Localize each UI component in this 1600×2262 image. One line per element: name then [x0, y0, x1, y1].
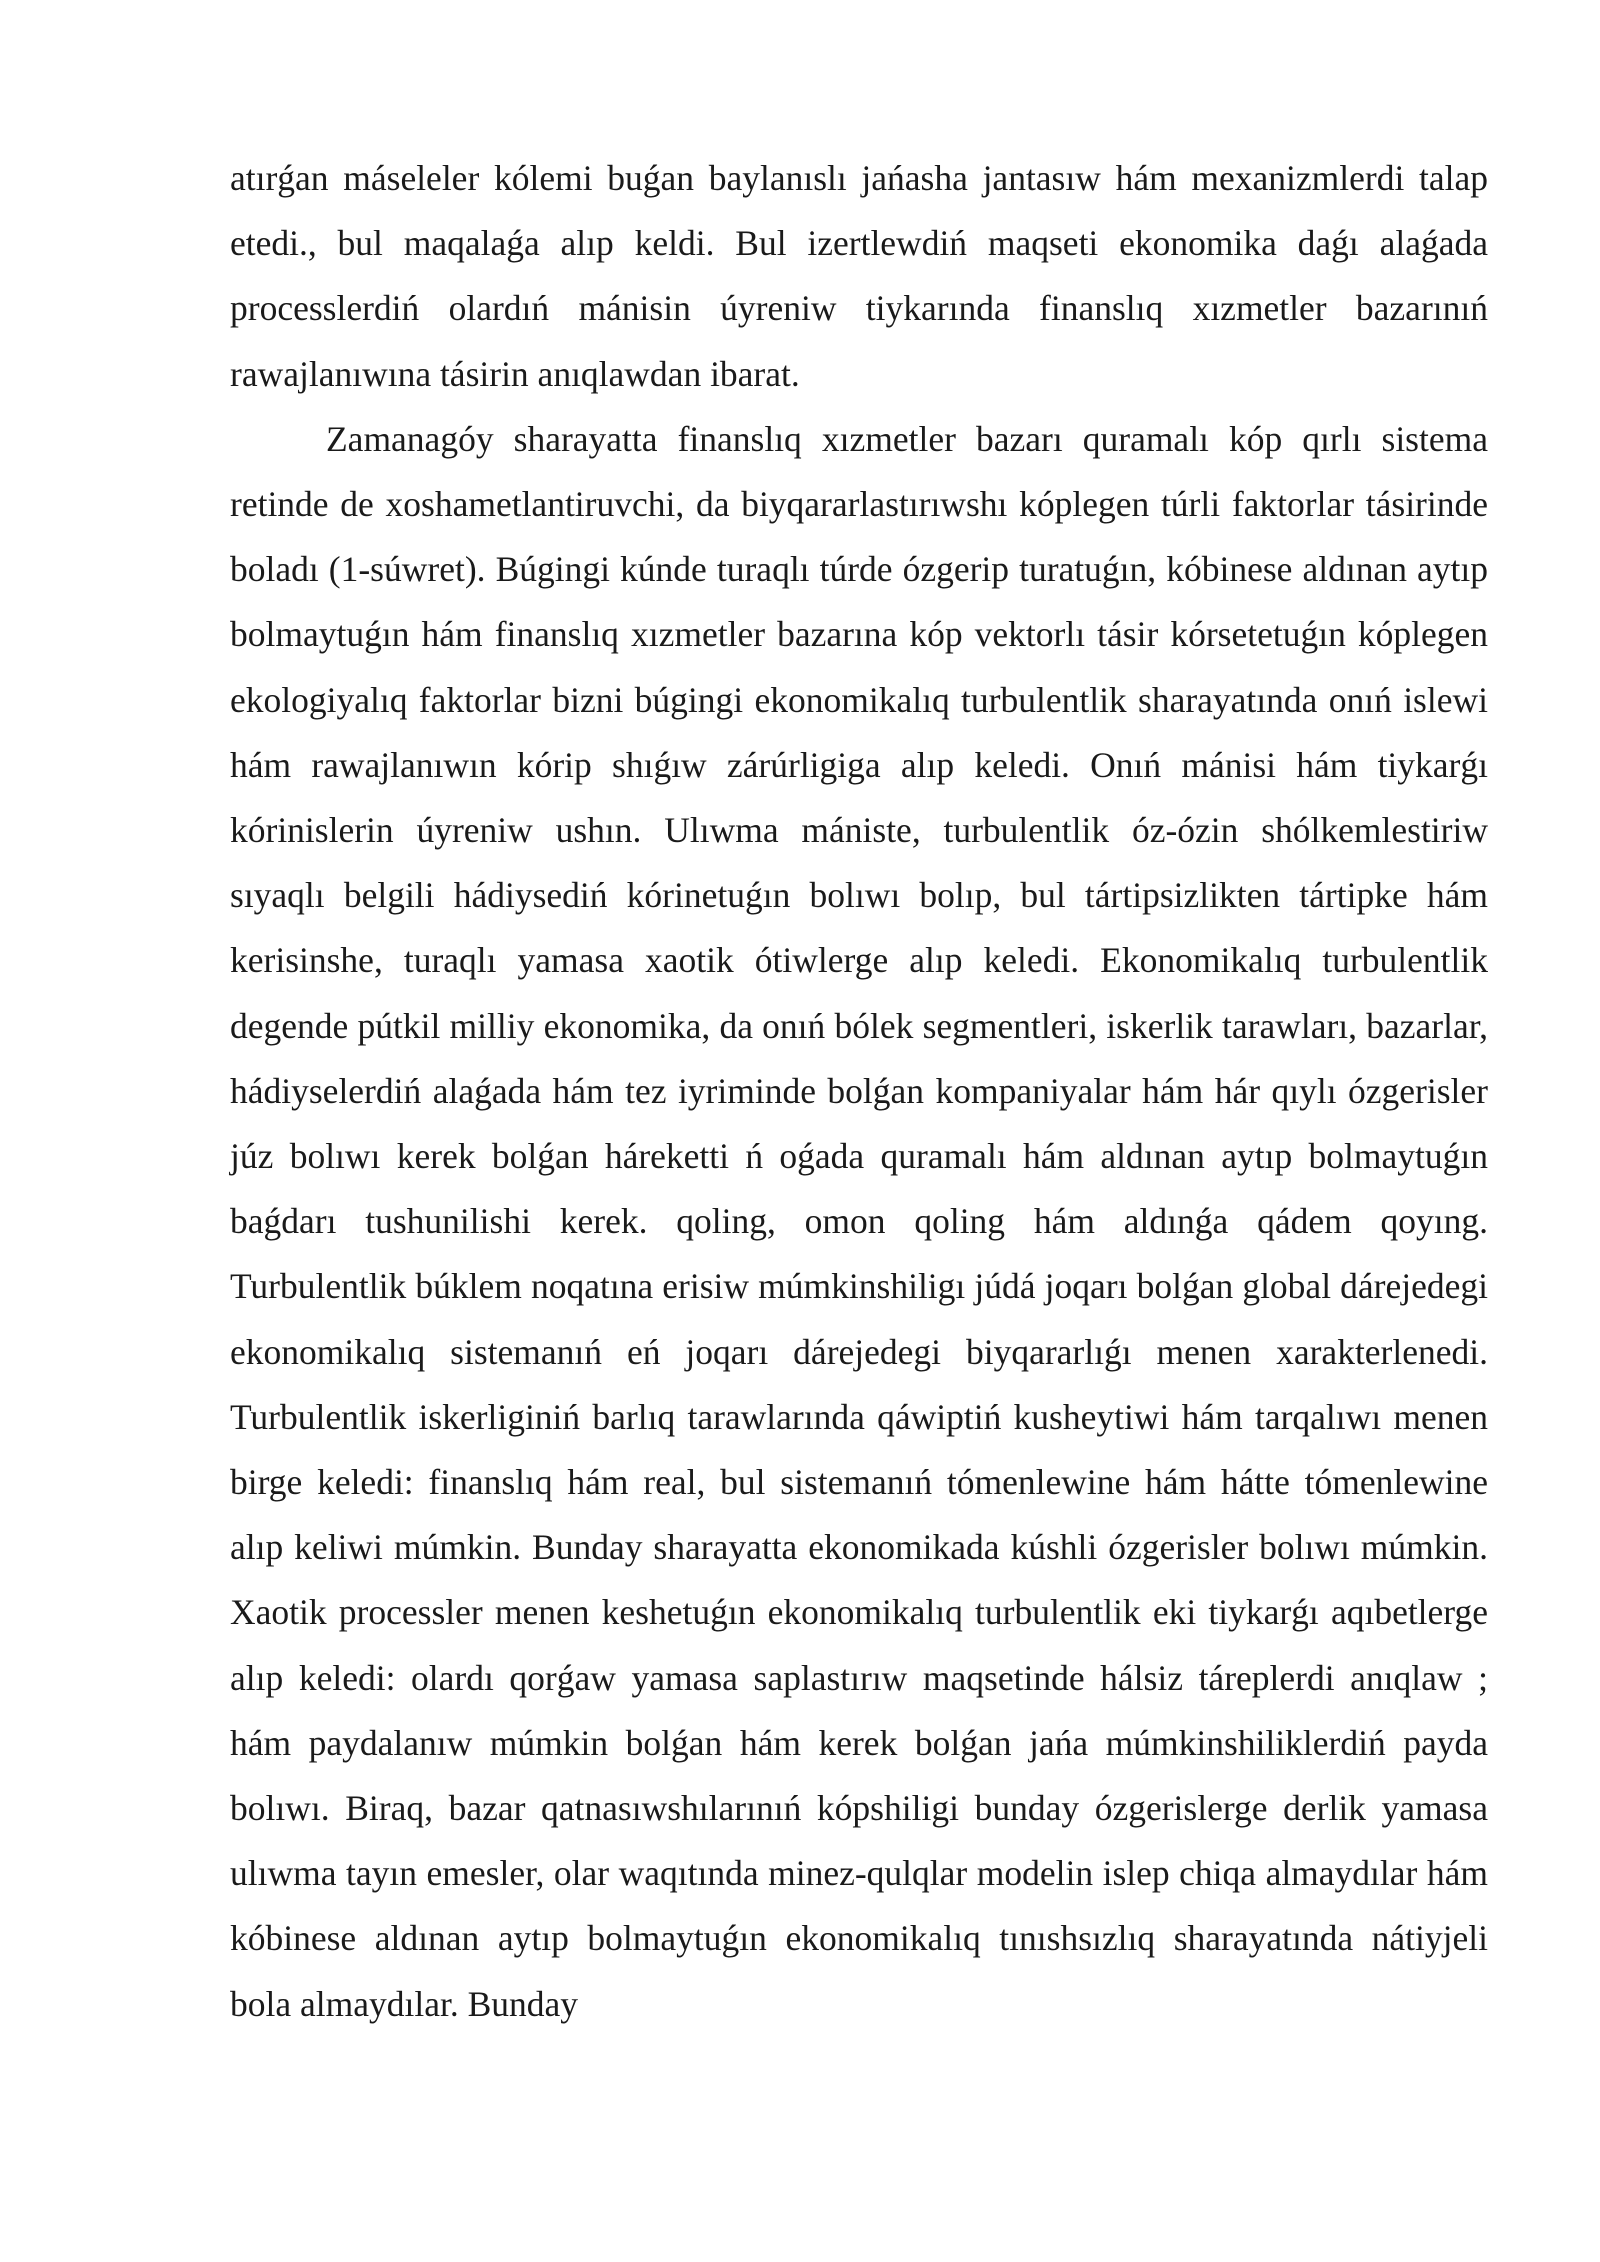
document-body: [230, 146, 1488, 2037]
paragraph-main: Zamanagóy sharayatta finanslıq xızmetler bazarı quramalı kóp qırlı sistema retinde de xoshametlantiruvchi, da biyqararlastırıwshı kóplegen túrli faktorlar tásirinde boladı (1-súwret). Búgingi kúnde turaqlı túrde ózgerip turatuǵın, kóbinese aldınan aytıp bolmaytuǵın hám finanslıq xızmetler bazarına kóp vektorlı tásir kórsetetuǵın kóplegen ekologiyalıq faktorlar bizni búgingi ekonomikalıq turbulentlik sharayatında onıń islewi hám rawajlanıwın kórip shıǵıw zárúrligiga alıp keledi. Onıń mánisi hám tiykarǵı kórinislerin úyreniw ushın. Ulıwma mániste, turbulentlik óz-ózin shólkemlestiriw sıyaqlı belgili hádiysediń kórinetuǵın bolıwı bolıp, bul tártipsizlikten tártipke hám kerisinshe, turaqlı yamasa xaotik ótiwlerge alıp keledi. Ekonomikalıq turbulentlik degende pútkil milliy ekonomika, da onıń bólek segmentleri, iskerlik tarawları, bazarlar, hádiyselerdiń alaǵada hám tez iyriminde bolǵan kompaniyalar hám hár qıylı ózgerisler júz bolıwı kerek bolǵan háreketti ń oǵada quramalı hám aldınan aytıp bolmaytuǵın baǵdarı tushunilishi kerek. qoling, omon qoling hám aldınǵa qádem qoyıng. Turbulentlik búklem noqatına erisiw múmkinshiligı júdá joqarı bolǵan global dárejedegi ekonomikalıq sistemanıń eń joqarı dárejedegi biyqararlıǵı menen xarakterlenedi. Turbulentlik iskerliginiń barlıq tarawlarında qáwiptiń kusheytiwi hám tarqalıwı menen birge keledi: finanslıq hám real, bul sistemanıń tómenlewine hám hátte tómenlewine alıp keliwi múmkin. Bunday sharayatta ekonomikada kúshli ózgerisler bolıwı múmkin. Xaotik processler menen keshetuǵın ekonomikalıq turbulentlik eki tiykarǵı aqıbetlerge alıp keledi: olardı qorǵaw yamasa saplastırıw maqsetinde hálsiz táreplerdi anıqlaw ; hám paydalanıw múmkin bolǵan hám kerek bolǵan jańa múmkinshiliklerdiń payda bolıwı. Biraq, bazar qatnasıwshılarınıń kópshiligi bunday ózgerislerge derlik yamasa ulıwma tayın emesler, olar waqıtında minez-qulqlar modelin islep chiqa almaydılar hám kóbinese aldınan aytıp bolmaytuǵın ekonomikalıq tınıshsızlıq sharayatında nátiyjeli bola almaydılar. Bunday: [230, 418, 1488, 2024]
paragraph-continuation: atırǵan máseleler kólemi buǵan baylanıslı jańasha jantasıw hám mexanizmlerdi talap etedi., bul maqalaǵa alıp keldi. Bul izertlewdiń maqseti ekonomika daǵı alaǵada processlerdiń olardıń mánisin úyreniw tiykarında finanslıq xızmetler bazarınıń rawajlanıwına tásirin anıqlawdan ibarat.: [230, 158, 1488, 394]
